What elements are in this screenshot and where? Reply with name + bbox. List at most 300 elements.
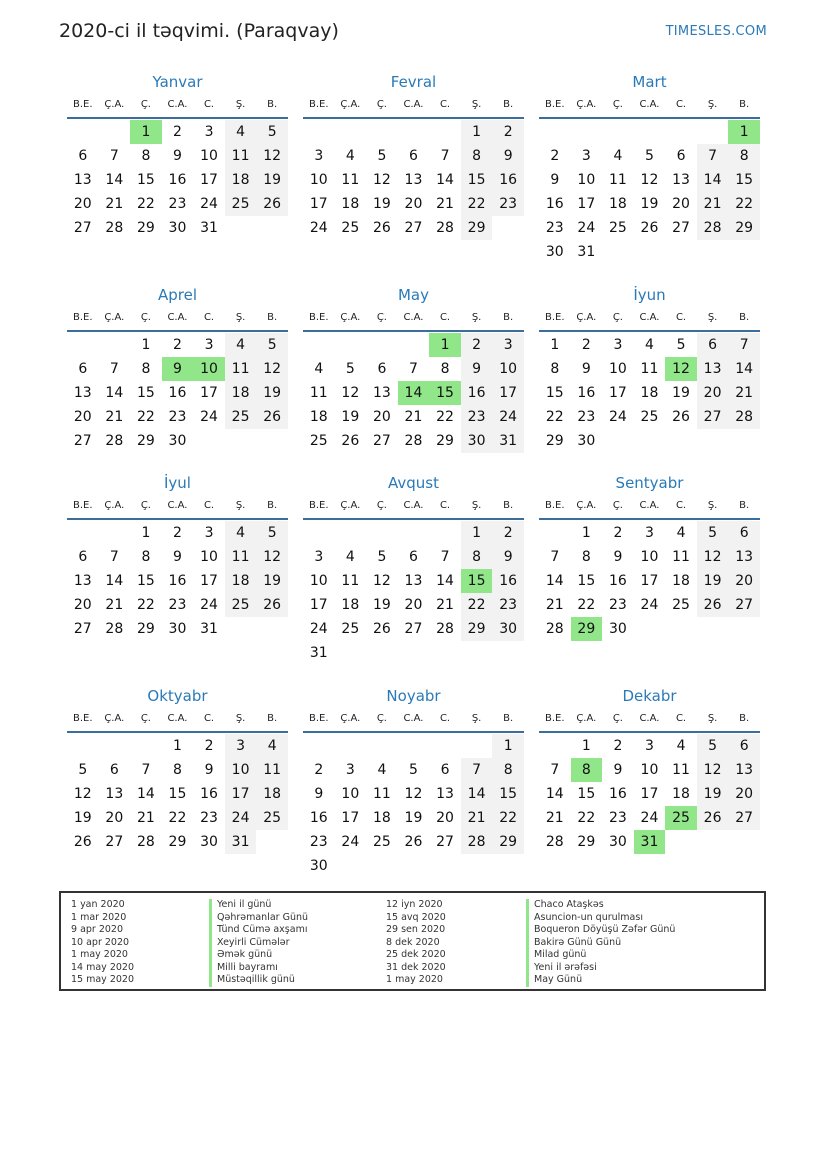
legend-left-names xyxy=(209,899,308,987)
legend-holiday-name: Asuncion-un qurulması xyxy=(526,912,675,925)
empty-cell xyxy=(429,734,461,758)
day-cell: 30 xyxy=(168,621,187,637)
day-cell: 8 xyxy=(440,361,450,377)
day-cell: 14 xyxy=(436,172,454,188)
day-cell: 26 xyxy=(640,220,659,236)
holiday-day-cell: 1 xyxy=(429,333,461,357)
day-grid xyxy=(67,521,288,641)
day-cell: 19 xyxy=(73,810,92,826)
holiday-day-cell: 15 xyxy=(461,569,493,593)
day-cell: 5 xyxy=(256,521,288,545)
weekday-label: Ş. xyxy=(707,312,718,323)
day-cell: 22 xyxy=(577,810,596,826)
empty-cell xyxy=(303,734,335,758)
day-cell: 25 xyxy=(341,621,360,637)
weekday-label: B.E. xyxy=(545,500,565,511)
day-cell: 10 xyxy=(200,549,218,565)
day-cell: 29 xyxy=(545,433,564,449)
month-mart xyxy=(539,71,760,264)
month-avqust xyxy=(303,472,524,665)
weekday-label: Ç.A. xyxy=(340,312,361,323)
day-cell: 1 xyxy=(492,734,524,758)
day-cell: 12 xyxy=(372,573,391,589)
weekday-label: C. xyxy=(675,99,687,110)
day-cell: 29 xyxy=(728,216,760,240)
legend-holiday-name: Boqueron Döyüşü Zəfər Günü xyxy=(526,924,675,937)
day-cell: 7 xyxy=(109,549,119,565)
weekday-label: C. xyxy=(675,312,687,323)
day-cell: 2 xyxy=(173,337,182,353)
day-cell: 28 xyxy=(697,216,729,240)
legend-holiday-name: Milli bayramı xyxy=(209,962,308,975)
empty-cell xyxy=(335,120,367,144)
day-grid xyxy=(67,120,288,240)
day-cell: 20 xyxy=(404,196,423,212)
day-cell: 28 xyxy=(545,621,564,637)
weekday-label: B. xyxy=(739,500,750,511)
day-cell: 25 xyxy=(225,405,257,429)
day-cell: 12 xyxy=(256,545,288,569)
day-cell: 28 xyxy=(136,834,155,850)
day-cell: 19 xyxy=(372,597,391,613)
weekday-label: C. xyxy=(675,500,687,511)
day-cell: 14 xyxy=(545,573,564,589)
day-cell: 21 xyxy=(545,810,564,826)
empty-cell xyxy=(99,521,131,545)
day-cell: 10 xyxy=(200,148,218,164)
day-grid xyxy=(303,521,524,665)
day-cell: 8 xyxy=(581,549,591,565)
weekday-label: B.E. xyxy=(545,713,565,724)
weekday-label: Ç. xyxy=(140,713,151,724)
month-name: Mart xyxy=(632,73,667,91)
day-cell: 2 xyxy=(314,762,324,778)
day-cell: 14 xyxy=(136,786,155,802)
day-cell: 18 xyxy=(341,196,360,212)
day-cell: 7 xyxy=(461,758,493,782)
day-cell: 21 xyxy=(404,409,423,425)
day-cell: 22 xyxy=(461,593,493,617)
day-cell: 3 xyxy=(314,549,324,565)
day-cell: 15 xyxy=(577,786,596,802)
holiday-day-cell: 9 xyxy=(162,357,194,381)
day-cell: 12 xyxy=(73,786,92,802)
day-cell: 31 xyxy=(225,830,257,854)
day-cell: 27 xyxy=(73,220,92,236)
day-cell: 10 xyxy=(341,786,360,802)
day-cell: 5 xyxy=(697,521,729,545)
weekday-label: C.A. xyxy=(167,312,188,323)
weekday-label: C. xyxy=(439,500,451,511)
empty-cell xyxy=(429,521,461,545)
day-cell: 16 xyxy=(577,385,596,401)
day-cell: 1 xyxy=(141,525,151,541)
weekday-header xyxy=(539,93,760,119)
day-cell: 24 xyxy=(608,409,627,425)
day-cell: 12 xyxy=(372,172,391,188)
weekday-label: Ç. xyxy=(140,312,151,323)
empty-cell xyxy=(67,521,99,545)
weekday-label: B.E. xyxy=(309,312,329,323)
weekday-label: B.E. xyxy=(309,99,329,110)
weekday-label: Ş. xyxy=(471,312,482,323)
day-cell: 14 xyxy=(105,385,124,401)
weekday-label: Ç.A. xyxy=(104,713,125,724)
weekday-label: B.E. xyxy=(73,713,93,724)
day-cell: 20 xyxy=(672,196,690,212)
day-cell: 23 xyxy=(168,196,187,212)
day-cell: 30 xyxy=(577,433,596,449)
day-cell: 9 xyxy=(204,762,214,778)
day-cell: 17 xyxy=(200,385,218,401)
weekday-label: B. xyxy=(739,99,750,110)
day-cell: 3 xyxy=(204,525,214,541)
day-cell: 12 xyxy=(697,545,729,569)
day-cell: 12 xyxy=(697,758,729,782)
day-cell: 22 xyxy=(136,196,155,212)
day-cell: 13 xyxy=(404,172,423,188)
empty-cell xyxy=(335,333,367,357)
month-name: İyun xyxy=(633,286,666,304)
empty-cell xyxy=(67,333,99,357)
day-cell: 21 xyxy=(105,409,124,425)
month-fevral xyxy=(303,71,524,240)
empty-cell xyxy=(429,120,461,144)
day-cell: 11 xyxy=(672,762,690,778)
weekday-label: Ş. xyxy=(707,713,718,724)
holiday-day-cell: 14 xyxy=(398,381,430,405)
day-cell: 10 xyxy=(225,758,257,782)
day-cell: 4 xyxy=(676,738,686,754)
holiday-day-cell: 8 xyxy=(571,758,603,782)
day-cell: 28 xyxy=(436,621,454,637)
day-cell: 23 xyxy=(200,810,218,826)
month-sentyabr xyxy=(539,472,760,641)
day-cell: 6 xyxy=(676,148,686,164)
weekday-label: C.A. xyxy=(167,713,188,724)
weekday-label: Ç. xyxy=(376,713,387,724)
weekday-label: B.E. xyxy=(545,99,565,110)
day-cell: 4 xyxy=(225,120,257,144)
day-cell: 4 xyxy=(645,337,654,353)
day-cell: 17 xyxy=(309,196,328,212)
day-cell: 17 xyxy=(200,573,218,589)
day-cell: 26 xyxy=(256,192,288,216)
day-cell: 7 xyxy=(697,144,729,168)
page-title: 2020-ci il təqvimi. (Paraqvay) xyxy=(59,20,339,42)
weekday-header xyxy=(67,494,288,520)
day-cell: 11 xyxy=(341,172,360,188)
day-cell: 6 xyxy=(409,549,418,565)
empty-cell xyxy=(602,120,634,144)
day-cell: 24 xyxy=(200,597,218,613)
day-cell: 20 xyxy=(73,597,92,613)
day-cell: 10 xyxy=(608,361,627,377)
day-cell: 20 xyxy=(728,782,760,806)
day-cell: 5 xyxy=(409,762,418,778)
day-cell: 17 xyxy=(577,196,596,212)
day-cell: 20 xyxy=(73,196,92,212)
day-cell: 13 xyxy=(728,758,760,782)
weekday-label: B. xyxy=(739,713,750,724)
month-aprel xyxy=(67,284,288,453)
legend-holiday-name: Yeni il ərəfəsi xyxy=(526,962,675,975)
day-cell: 11 xyxy=(309,385,328,401)
day-cell: 7 xyxy=(109,148,119,164)
day-cell: 18 xyxy=(608,196,627,212)
day-grid xyxy=(539,734,760,854)
day-cell: 9 xyxy=(461,357,493,381)
day-cell: 1 xyxy=(173,738,182,754)
day-cell: 18 xyxy=(672,573,690,589)
day-cell: 16 xyxy=(168,573,187,589)
legend-holiday-date: 25 dek 2020 xyxy=(386,949,446,960)
day-cell: 29 xyxy=(461,216,493,240)
day-cell: 17 xyxy=(200,172,218,188)
day-cell: 24 xyxy=(640,810,659,826)
legend-holiday-name: Tünd Cümə axşamı xyxy=(209,924,308,937)
day-cell: 16 xyxy=(309,810,328,826)
day-cell: 27 xyxy=(404,621,423,637)
day-cell: 19 xyxy=(404,810,423,826)
day-cell: 6 xyxy=(728,521,760,545)
day-cell: 14 xyxy=(728,357,760,381)
day-cell: 13 xyxy=(404,573,423,589)
day-cell: 2 xyxy=(204,738,214,754)
day-cell: 15 xyxy=(492,782,524,806)
weekday-label: B. xyxy=(503,312,514,323)
day-cell: 1 xyxy=(461,521,493,545)
day-cell: 6 xyxy=(78,361,88,377)
weekday-label: Ç. xyxy=(612,99,623,110)
day-grid xyxy=(539,333,760,453)
weekday-label: Ç.A. xyxy=(576,713,597,724)
weekday-header xyxy=(67,306,288,332)
legend-right-names xyxy=(526,899,675,987)
day-cell: 21 xyxy=(697,192,729,216)
weekday-label: B. xyxy=(267,99,278,110)
day-cell: 15 xyxy=(136,573,155,589)
weekday-label: Ç.A. xyxy=(104,312,125,323)
weekday-label: Ş. xyxy=(471,99,482,110)
day-cell: 28 xyxy=(105,220,124,236)
day-cell: 22 xyxy=(136,409,155,425)
day-cell: 6 xyxy=(728,734,760,758)
day-cell: 30 xyxy=(492,617,524,641)
day-cell: 1 xyxy=(581,525,591,541)
empty-cell xyxy=(697,120,729,144)
day-cell: 21 xyxy=(461,806,493,830)
day-cell: 20 xyxy=(73,409,92,425)
day-cell: 9 xyxy=(314,786,324,802)
day-cell: 13 xyxy=(372,385,391,401)
month-may xyxy=(303,284,524,453)
day-cell: 21 xyxy=(136,810,155,826)
day-cell: 12 xyxy=(640,172,659,188)
day-cell: 27 xyxy=(73,621,92,637)
day-cell: 12 xyxy=(256,144,288,168)
day-cell: 12 xyxy=(404,786,423,802)
legend-holiday-name: Chaco Ataşkəs xyxy=(526,899,675,912)
day-cell: 23 xyxy=(168,409,187,425)
day-cell: 3 xyxy=(204,337,214,353)
empty-cell xyxy=(366,120,398,144)
day-cell: 9 xyxy=(613,762,623,778)
day-cell: 21 xyxy=(728,381,760,405)
day-cell: 3 xyxy=(314,148,324,164)
day-cell: 26 xyxy=(341,433,360,449)
holiday-day-cell: 10 xyxy=(193,357,225,381)
day-cell: 2 xyxy=(492,521,524,545)
month-dekabr xyxy=(539,685,760,854)
legend-holiday-date: 15 avq 2020 xyxy=(386,911,446,923)
weekday-label: C.A. xyxy=(639,312,660,323)
day-cell: 6 xyxy=(78,549,88,565)
day-cell: 9 xyxy=(173,148,182,164)
day-cell: 27 xyxy=(728,806,760,830)
weekday-label: B. xyxy=(503,713,514,724)
day-cell: 29 xyxy=(136,433,155,449)
legend-holiday-date: 31 dek 2020 xyxy=(386,961,446,973)
weekday-label: Ç.A. xyxy=(576,500,597,511)
day-cell: 4 xyxy=(676,525,686,541)
weekday-label: B. xyxy=(503,500,514,511)
day-cell: 8 xyxy=(141,549,151,565)
day-cell: 16 xyxy=(168,385,187,401)
day-cell: 13 xyxy=(697,357,729,381)
day-cell: 27 xyxy=(105,834,124,850)
day-cell: 5 xyxy=(345,361,355,377)
weekday-label: C.A. xyxy=(403,500,424,511)
day-cell: 21 xyxy=(436,196,454,212)
day-cell: 14 xyxy=(697,168,729,192)
holiday-day-cell: 29 xyxy=(571,617,603,641)
legend-holiday-date: 8 dek 2020 xyxy=(386,936,440,948)
empty-cell xyxy=(130,734,162,758)
day-cell: 23 xyxy=(461,405,493,429)
weekday-header xyxy=(303,494,524,520)
legend-holiday-date: 9 apr 2020 xyxy=(71,924,124,935)
day-cell: 16 xyxy=(461,381,493,405)
day-cell: 27 xyxy=(372,433,391,449)
weekday-label: B. xyxy=(503,99,514,110)
day-cell: 18 xyxy=(640,385,659,401)
day-cell: 7 xyxy=(409,361,418,377)
day-cell: 24 xyxy=(200,409,218,425)
day-cell: 29 xyxy=(168,834,187,850)
weekday-label: Ç.A. xyxy=(576,312,597,323)
day-cell: 4 xyxy=(314,361,324,377)
day-cell: 22 xyxy=(728,192,760,216)
day-cell: 18 xyxy=(256,782,288,806)
day-cell: 29 xyxy=(136,621,155,637)
day-cell: 19 xyxy=(640,196,659,212)
legend-holiday-name: Bakirə Günü Günü xyxy=(526,937,675,950)
day-cell: 25 xyxy=(225,192,257,216)
day-cell: 4 xyxy=(225,521,257,545)
empty-cell xyxy=(461,734,493,758)
day-cell: 28 xyxy=(461,830,493,854)
day-cell: 8 xyxy=(461,144,493,168)
day-cell: 8 xyxy=(141,361,151,377)
day-cell: 29 xyxy=(436,433,454,449)
day-cell: 27 xyxy=(436,834,454,850)
weekday-label: B. xyxy=(267,312,278,323)
day-cell: 3 xyxy=(204,124,214,140)
weekday-label: C. xyxy=(439,312,451,323)
day-cell: 26 xyxy=(672,409,690,425)
day-cell: 3 xyxy=(581,148,591,164)
day-cell: 5 xyxy=(676,337,686,353)
day-grid xyxy=(303,120,524,240)
day-cell: 21 xyxy=(105,597,124,613)
day-cell: 11 xyxy=(672,549,690,565)
month-name: Fevral xyxy=(390,73,437,91)
day-cell: 22 xyxy=(545,409,564,425)
day-cell: 10 xyxy=(577,172,596,188)
weekday-label: Ş. xyxy=(707,99,718,110)
brand-link[interactable]: TIMESLES.COM xyxy=(665,24,767,39)
day-cell: 16 xyxy=(608,786,627,802)
day-cell: 23 xyxy=(545,220,564,236)
day-cell: 13 xyxy=(73,385,92,401)
weekday-label: Ç. xyxy=(376,312,387,323)
empty-cell xyxy=(99,120,131,144)
day-cell: 14 xyxy=(461,782,493,806)
day-grid xyxy=(303,734,524,878)
day-cell: 19 xyxy=(672,385,690,401)
day-cell: 20 xyxy=(728,569,760,593)
day-cell: 31 xyxy=(309,645,328,661)
day-cell: 7 xyxy=(550,762,560,778)
day-cell: 6 xyxy=(109,762,119,778)
month-oktyabr xyxy=(67,685,288,854)
day-cell: 23 xyxy=(309,834,328,850)
day-cell: 30 xyxy=(168,220,187,236)
empty-cell xyxy=(303,521,335,545)
day-cell: 2 xyxy=(550,148,560,164)
day-cell: 7 xyxy=(550,549,560,565)
weekday-label: C. xyxy=(203,500,215,511)
day-cell: 2 xyxy=(173,525,182,541)
legend-holiday-date: 1 yan 2020 xyxy=(71,899,125,910)
day-cell: 8 xyxy=(141,148,151,164)
day-cell: 15 xyxy=(461,168,493,192)
day-cell: 28 xyxy=(436,220,454,236)
day-cell: 19 xyxy=(372,196,391,212)
day-cell: 10 xyxy=(492,357,524,381)
weekday-label: B.E. xyxy=(309,713,329,724)
day-cell: 14 xyxy=(105,573,124,589)
day-cell: 30 xyxy=(545,244,564,260)
weekday-label: C. xyxy=(439,713,451,724)
day-cell: 31 xyxy=(200,621,218,637)
day-cell: 20 xyxy=(697,381,729,405)
month-i̇yul xyxy=(67,472,288,641)
day-cell: 1 xyxy=(141,337,151,353)
day-cell: 5 xyxy=(697,734,729,758)
day-cell: 7 xyxy=(440,148,450,164)
day-cell: 23 xyxy=(492,192,524,216)
empty-cell xyxy=(398,120,430,144)
holiday-day-cell: 31 xyxy=(634,830,666,854)
empty-cell xyxy=(67,120,99,144)
weekday-header xyxy=(539,494,760,520)
day-cell: 15 xyxy=(728,168,760,192)
weekday-label: C.A. xyxy=(639,713,660,724)
day-cell: 10 xyxy=(309,172,328,188)
empty-cell xyxy=(366,734,398,758)
